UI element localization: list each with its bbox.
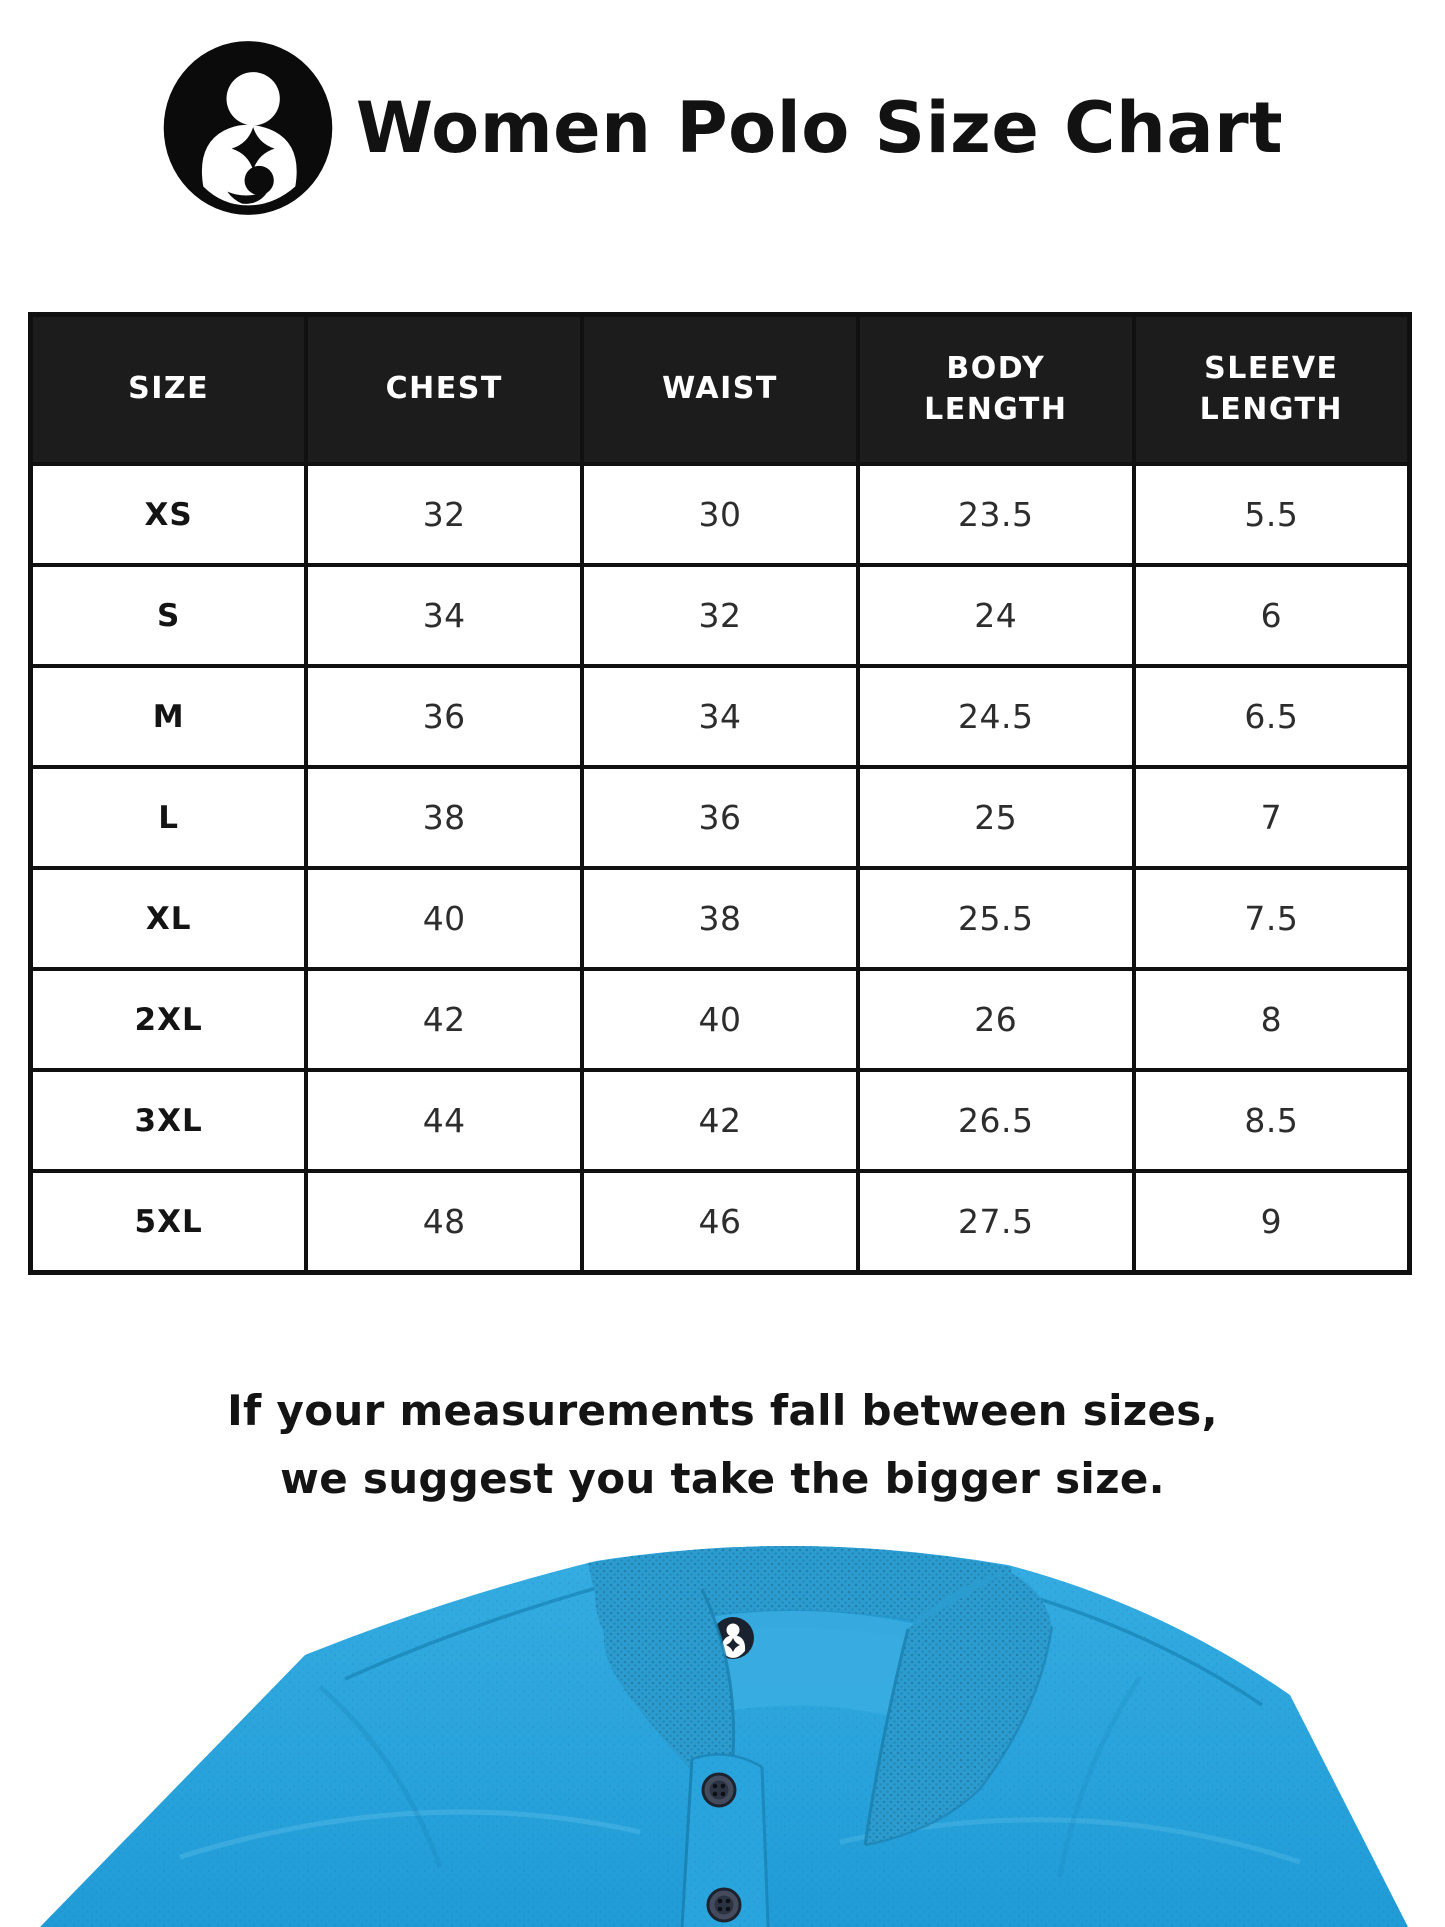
polo-shirt-image bbox=[0, 1527, 1445, 1927]
size-table-header bbox=[31, 315, 1410, 465]
size-cell: S bbox=[31, 565, 307, 666]
size-cell: 5XL bbox=[31, 1171, 307, 1273]
sizing-note-line1: If your measurements fall between sizes, bbox=[227, 1386, 1218, 1435]
size-cell: XS bbox=[31, 464, 307, 565]
waist-cell: 38 bbox=[582, 868, 858, 969]
size-table bbox=[28, 312, 1412, 1275]
sleeve-length-cell: 6.5 bbox=[1134, 666, 1410, 767]
table-row-2xl bbox=[31, 969, 1410, 1070]
body-length-cell: 24 bbox=[858, 565, 1134, 666]
size-cell: L bbox=[31, 767, 307, 868]
column-header-body-length: BODY LENGTH bbox=[858, 315, 1134, 465]
brand-logo-icon bbox=[162, 41, 334, 215]
sleeve-length-cell: 8.5 bbox=[1134, 1070, 1410, 1171]
sleeve-length-cell: 8 bbox=[1134, 969, 1410, 1070]
body-length-cell: 24.5 bbox=[858, 666, 1134, 767]
waist-cell: 30 bbox=[582, 464, 858, 565]
body-length-cell: 26 bbox=[858, 969, 1134, 1070]
column-header-chest: CHEST bbox=[306, 315, 582, 465]
chest-cell: 48 bbox=[306, 1171, 582, 1273]
table-row-m bbox=[31, 666, 1410, 767]
chest-cell: 42 bbox=[306, 969, 582, 1070]
size-cell: 3XL bbox=[31, 1070, 307, 1171]
body-length-cell: 23.5 bbox=[858, 464, 1134, 565]
table-row-s bbox=[31, 565, 1410, 666]
page-title: Women Polo Size Chart bbox=[355, 87, 1284, 169]
chest-cell: 36 bbox=[306, 666, 582, 767]
chest-cell: 38 bbox=[306, 767, 582, 868]
body-length-cell: 25 bbox=[858, 767, 1134, 868]
body-length-cell: 25.5 bbox=[858, 868, 1134, 969]
polo-button-bottom bbox=[708, 1889, 740, 1921]
waist-cell: 46 bbox=[582, 1171, 858, 1273]
sleeve-length-cell: 7 bbox=[1134, 767, 1410, 868]
sizing-note-line2: we suggest you take the bigger size. bbox=[280, 1454, 1165, 1504]
sleeve-length-cell: 9 bbox=[1134, 1171, 1410, 1273]
column-header-size: SIZE bbox=[31, 315, 307, 465]
size-cell: M bbox=[31, 666, 307, 767]
chest-cell: 40 bbox=[306, 868, 582, 969]
sleeve-length-cell: 5.5 bbox=[1134, 464, 1410, 565]
sleeve-length-cell: 6 bbox=[1134, 565, 1410, 666]
table-row-l bbox=[31, 767, 1410, 868]
body-length-cell: 26.5 bbox=[858, 1070, 1134, 1171]
sleeve-length-cell: 7.5 bbox=[1134, 868, 1410, 969]
table-row-3xl bbox=[31, 1070, 1410, 1171]
waist-cell: 32 bbox=[582, 565, 858, 666]
chest-cell: 44 bbox=[306, 1070, 582, 1171]
table-row-5xl bbox=[31, 1171, 1410, 1273]
header bbox=[0, 0, 1445, 216]
table-row-xs bbox=[31, 464, 1410, 565]
size-cell: XL bbox=[31, 868, 307, 969]
waist-cell: 42 bbox=[582, 1070, 858, 1171]
waist-cell: 36 bbox=[582, 767, 858, 868]
chest-cell: 32 bbox=[306, 464, 582, 565]
waist-cell: 34 bbox=[582, 666, 858, 767]
chest-cell: 34 bbox=[306, 565, 582, 666]
body-length-cell: 27.5 bbox=[858, 1171, 1134, 1273]
size-cell: 2XL bbox=[31, 969, 307, 1070]
waist-cell: 40 bbox=[582, 969, 858, 1070]
polo-placket bbox=[680, 1755, 768, 1927]
column-header-waist: WAIST bbox=[582, 315, 858, 465]
header-row bbox=[31, 315, 1410, 465]
table-row-xl bbox=[31, 868, 1410, 969]
size-table-body bbox=[31, 464, 1410, 1273]
column-header-sleeve-length: SLEEVE LENGTH bbox=[1134, 315, 1410, 465]
sizing-note bbox=[0, 1377, 1445, 1513]
polo-button-top bbox=[703, 1774, 735, 1806]
